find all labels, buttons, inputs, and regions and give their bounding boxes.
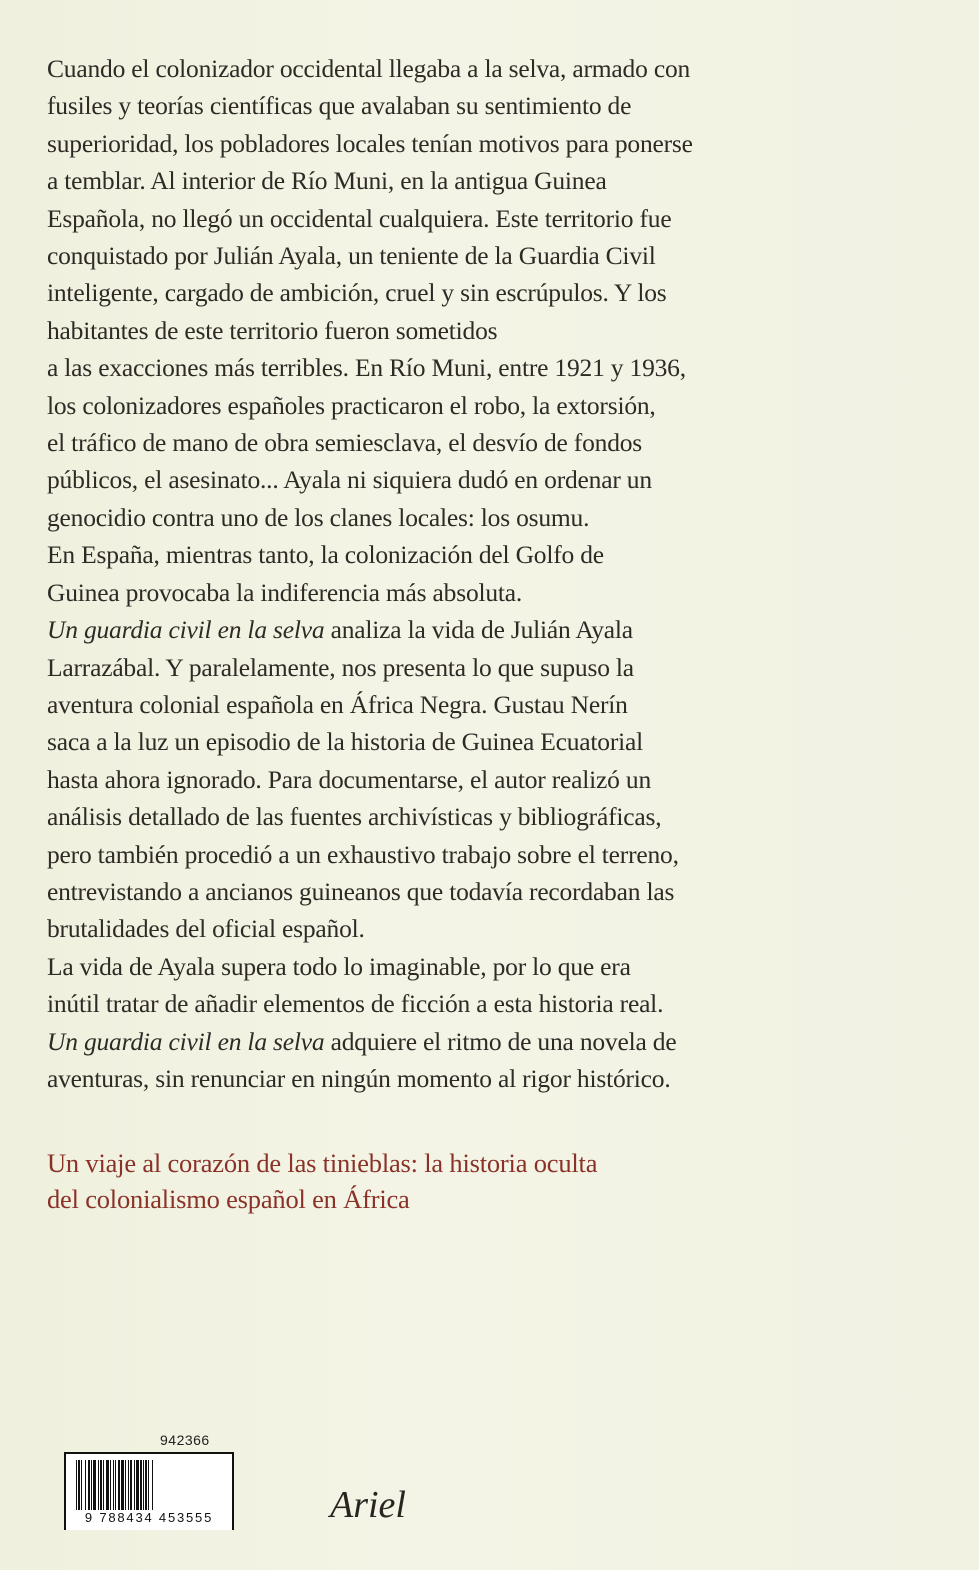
blurb-line: La vida de Ayala supera todo lo imaginable, por lo que era — [47, 951, 631, 981]
blurb-line: aventuras, sin renunciar en ningún momento al rigor histórico. — [47, 1063, 671, 1093]
blurb-line: genocidio contra uno de los clanes locales: los osumu. — [47, 502, 590, 532]
blurb-line: aventura colonial española en África Negra. Gustau Nerín — [47, 689, 628, 719]
blurb-line: saca a la luz un episodio de la historia de Guinea Ecuatorial — [47, 727, 644, 757]
blurb-line: superioridad, los pobladores locales tenían motivos para ponerse — [47, 128, 693, 158]
blurb-line: fusiles y teorías científicas que avalaban su sentimiento de — [47, 91, 632, 121]
blurb-line: el tráfico de mano de obra semiesclava, el desvío de fondos — [47, 428, 643, 458]
blurb-line: inútil tratar de añadir elementos de ficción a esta historia real. — [47, 989, 664, 1019]
blurb-line: a las exacciones más terribles. En Río Muni, entre 1921 y 1936, — [47, 353, 686, 383]
book-title-italic: Un guardia civil en la selva — [47, 1026, 325, 1056]
blurb-line — [47, 1023, 767, 1060]
blurb-line: Cuando el colonizador occidental llegaba a la selva, armado con — [47, 54, 691, 83]
blurb-line: públicos, el asesinato... Ayala ni siquiera dudó en ordenar un — [47, 465, 652, 495]
book-title-italic: Un guardia civil en la selva — [47, 615, 325, 645]
blurb-line: conquistado por Julián Ayala, un teniente de la Guardia Civil — [47, 241, 656, 271]
tagline — [47, 1145, 767, 1217]
blurb-line-rest: adquiere el ritmo de una novela de — [324, 1026, 677, 1056]
blurb-line: los colonizadores españoles practicaron el robo, la extorsión, — [47, 390, 656, 420]
tagline-line: Un viaje al corazón de las tinieblas: la historia oculta — [47, 1148, 598, 1178]
blurb-line: Española, no llegó un occidental cualquiera. Este territorio fue — [47, 203, 672, 233]
publisher-logo: Ariel — [330, 1484, 406, 1526]
isbn-code: 942366 — [160, 1432, 210, 1448]
blurb-line: brutalidades del oficial español. — [47, 914, 365, 944]
blurb-line: análisis detallado de las fuentes archivísticas y bibliográficas, — [47, 802, 662, 832]
barcode — [64, 1452, 234, 1530]
blurb-line — [47, 611, 767, 648]
blurb-line-rest: analiza la vida de Julián Ayala — [324, 615, 633, 645]
barcode-digits: 9 788434 453555 — [84, 1510, 214, 1525]
blurb-line: entrevistando a ancianos guineanos que todavía recordaban las — [47, 876, 675, 906]
blurb-line: a temblar. Al interior de Río Muni, en la antigua Guinea — [47, 166, 607, 196]
barcode-bars — [76, 1460, 224, 1510]
blurb-line: hasta ahora ignorado. Para documentarse, el autor realizó un — [47, 764, 651, 794]
tagline-line: del colonialismo español en África — [47, 1184, 410, 1214]
barcode-bar — [153, 1460, 155, 1510]
blurb-line: habitantes de este territorio fueron sometidos — [47, 315, 498, 345]
blurb-text — [47, 50, 767, 1097]
blurb-line: Guinea provocaba la indiferencia más absoluta. — [47, 577, 523, 607]
blurb-line: En España, mientras tanto, la colonización del Golfo de — [47, 540, 604, 570]
blurb-line: inteligente, cargado de ambición, cruel y sin escrúpulos. Y los — [47, 278, 667, 308]
blurb-line: Larrazábal. Y paralelamente, nos presenta lo que supuso la — [47, 652, 634, 682]
blurb-line: pero también procedió a un exhaustivo trabajo sobre el terreno, — [47, 839, 679, 869]
